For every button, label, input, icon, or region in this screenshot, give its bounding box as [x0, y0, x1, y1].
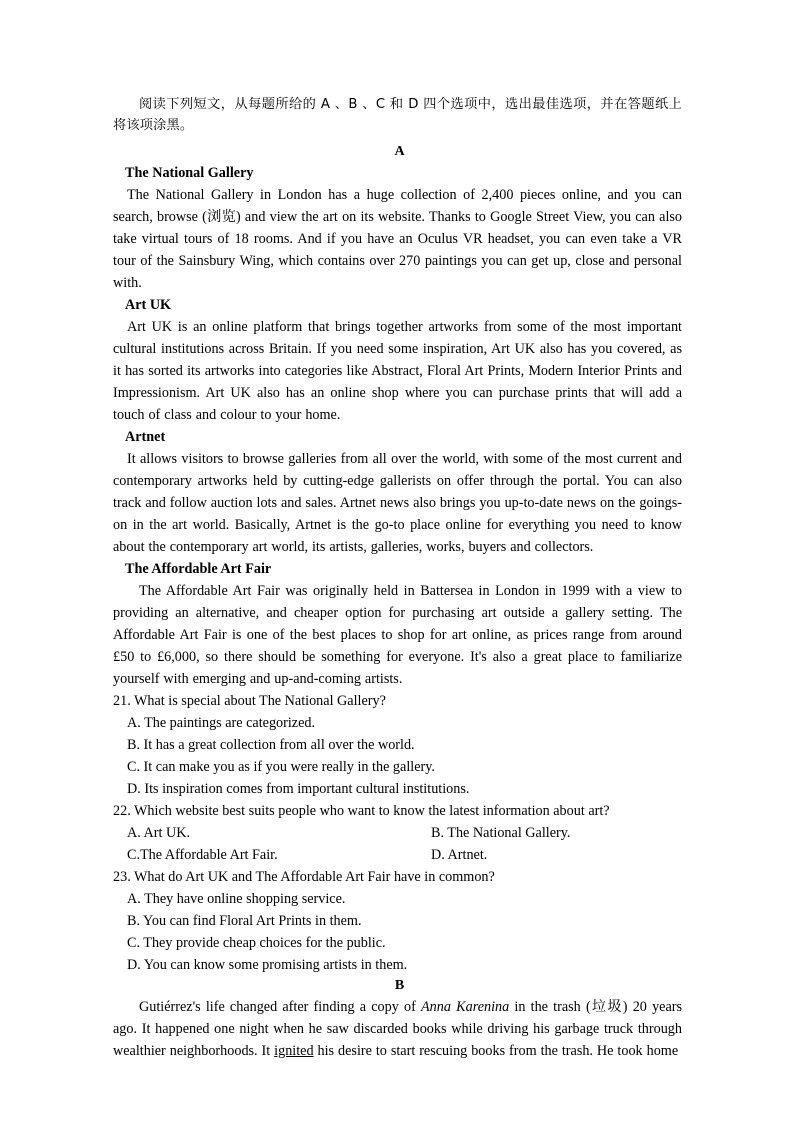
question-stem-21: 21. What is special about The National Gallery?: [113, 693, 386, 709]
question-stem-23: 23. What do Art UK and The Affordable Art Fair have in common?: [113, 869, 495, 885]
passage-heading-national-gallery: The National Gallery: [125, 165, 254, 181]
option-row-22-1: [113, 822, 682, 844]
passage-text-artnet: It allows visitors to browse galleries from all over the world, with some of the most current and contemporary artworks held by cutting-edge gallerists on offer through the portal. You can also track and follow auction lots and sales. Artnet news also brings you up-to-date news on the goings-on in the art world. Basically, Artnet is the go-to place online for everything you need to know about the contemporary art world, its artists, galleries, works, buyers and collectors.: [113, 451, 682, 555]
passage-heading-artnet: Artnet: [125, 429, 166, 445]
option-row-22-2: [113, 844, 682, 866]
section-letter-a: A: [394, 144, 405, 159]
option-23-a[interactable]: A. They have online shopping service.: [127, 891, 346, 907]
passage-text-section-b: [113, 996, 682, 1062]
passage-text-affordable-art-fair: The Affordable Art Fair was originally held in Battersea in London in 1999 with a view to providing an alternative, and cheaper option for purchasing art outside a gallery setting. The Affordable Art Fair is one of the best places to shop for art online, as prices range from around £50 to £6,000, so there should be something for everyone. It's also a great place to familiarize yourself with emerging and up-and-coming artists.: [113, 583, 682, 687]
option-22-b[interactable]: B. The National Gallery.: [431, 825, 571, 841]
book-title-anna-karenina: Anna Karenina: [421, 999, 510, 1015]
passage-heading-art-uk: Art UK: [125, 297, 172, 313]
passage-b-part2: in the trash (垃圾) 20 years ago. It happened one night when he saw discarded books while driving his garbage truck through wealthier neighborhoods. It: [113, 999, 683, 1059]
underlined-word-ignited: ignited: [274, 1043, 314, 1059]
passage-b-part3: his desire to start rescuing books from the trash. He took home: [313, 1043, 679, 1059]
passage-text-national-gallery: The National Gallery in London has a huge collection of 2,400 pieces online, and you can search, browse (浏览) and view the art on its website. Thanks to Google Street View, you can also take virtual tours of 18 rooms. And if you have an Oculus VR headset, you can even take a VR tour of the Sainsbury Wing, which contains over 270 paintings you can get up, close and personal with.: [113, 187, 682, 291]
option-21-d[interactable]: D. Its inspiration comes from important cultural institutions.: [127, 781, 470, 797]
option-23-d[interactable]: D. You can know some promising artists in them.: [127, 957, 408, 973]
passage-heading-affordable-art-fair: The Affordable Art Fair: [125, 561, 272, 577]
option-21-c[interactable]: C. It can make you as if you were really in the gallery.: [127, 759, 435, 775]
option-21-a[interactable]: A. The paintings are categorized.: [127, 715, 316, 731]
option-23-b[interactable]: B. You can find Floral Art Prints in them.: [127, 913, 362, 929]
passage-b-part1: Gutiérrez's life changed after finding a copy of: [139, 999, 422, 1015]
option-23-c[interactable]: C. They provide cheap choices for the public.: [127, 935, 386, 951]
option-22-a[interactable]: A. Art UK.: [127, 825, 191, 841]
option-21-b[interactable]: B. It has a great collection from all over the world.: [127, 737, 415, 753]
option-22-d[interactable]: D. Artnet.: [431, 847, 488, 863]
passage-text-art-uk: Art UK is an online platform that brings together artworks from some of the most important cultural institutions across Britain. If you need some inspiration, Art UK also has you covered, as it has sorted its artworks into categories like Abstract, Floral Art Prints, Modern Interior Prints and Impressionism. Art UK also has an online shop where you can purchase prints that will add a touch of class and colour to your home.: [113, 319, 682, 423]
page-content: [113, 94, 682, 1062]
section-letter-b: B: [394, 978, 405, 993]
question-stem-22: 22. Which website best suits people who want to know the latest information about art?: [113, 803, 610, 819]
option-22-c[interactable]: C.The Affordable Art Fair.: [127, 847, 278, 863]
exam-instruction: 阅读下列短文，从每题所给的 A 、B 、C 和 D 四个选项中，选出最佳选项，并在答题纸上将该项涂黑。: [113, 97, 682, 133]
